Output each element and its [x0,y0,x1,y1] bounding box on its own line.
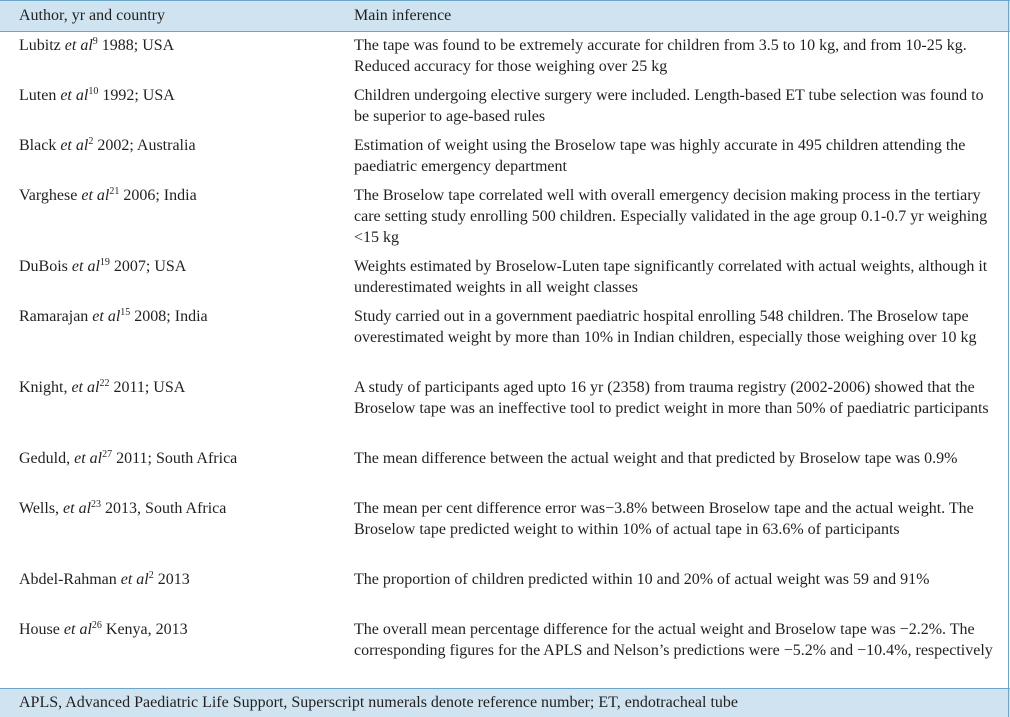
table-right-border [1008,0,1009,717]
et-al: et al [92,308,121,325]
author-cell [19,377,185,400]
et-al: et al [63,621,92,638]
table-row [0,132,1010,182]
table-row [0,32,1010,82]
footnote-text: APLS, Advanced Paediatric Life Support, Superscript numerals denote reference number; ET, endotracheal tube [19,694,739,711]
reference-number: 21 [109,186,120,197]
author-cell [19,85,175,108]
author-cell [19,135,196,158]
author-cell [19,185,197,208]
author-cell [19,306,208,329]
table-row [0,303,1010,374]
et-al: et al [63,500,92,517]
et-al: et al [74,450,103,467]
table-row [0,566,1010,616]
reference-number: 23 [91,499,102,510]
author-name: Knight, [19,379,68,396]
inference-cell: The overall mean percentage difference for the actual weight and Broselow tape was −2.2%. The corresponding figures for the APLS and Nelson’s predictions were −5.2% and −10.4%, respectively [354,621,993,659]
author-name: Wells, [19,500,60,517]
author-name: Lubitz [19,37,61,54]
year-country: 2008; India [130,308,208,325]
et-al: et al [81,187,110,204]
inference-cell: The mean per cent difference error was−3.8% between Broselow tape and the actual weight. The Broselow tape predicted weight to within 10% of actual tape in 63.6% of participants [354,500,974,538]
table-body [0,32,1010,688]
header-author-column: Author, yr and country [19,7,165,24]
inference-cell: A study of participants aged upto 16 yr (2358) from trauma registry (2002-2006) showed that the Broselow tape was an ineffective tool to predict weight in more than 50% of paediatric participants [354,379,989,417]
year-country: 2002; Australia [93,137,196,154]
table-footnote [0,688,1010,717]
table-row [0,253,1010,303]
year-country: 2013 [153,571,190,588]
inference-cell: The tape was found to be extremely accurate for children from 3.5 to 10 kg, and from 10-25 kg. Reduced accuracy for those weighing over 25 kg [354,37,967,75]
table-row [0,445,1010,495]
author-name: Luten [19,87,57,104]
year-country: 2011; USA [109,379,186,396]
year-country: 2011; South Africa [112,450,238,467]
author-name: Abdel-Rahman [19,571,117,588]
author-name: House [19,621,60,638]
reference-number: 10 [88,86,99,97]
et-al: et al [60,87,89,104]
author-cell [19,256,186,279]
et-al: et al [71,379,100,396]
author-name: Varghese [19,187,78,204]
reference-number: 15 [120,307,131,318]
table-row [0,82,1010,132]
table-header [0,0,1010,32]
year-country: 1988; USA [97,37,175,54]
year-country: 1992; USA [98,87,175,104]
author-cell [19,448,237,471]
author-cell [19,498,226,521]
reference-number: 27 [102,449,113,460]
table-row [0,495,1010,566]
table-row [0,182,1010,253]
table-row [0,616,1010,688]
reference-number: 22 [99,378,110,389]
author-name: Geduld, [19,450,71,467]
inference-cell: Weights estimated by Broselow-Luten tape significantly correlated with actual weights, although it underestimated weights in all weight classes [354,258,988,296]
inference-cell: Children undergoing elective surgery were included. Length-based ET tube selection was found to be superior to age-based rules [354,87,984,125]
year-country: Kenya, 2013 [101,621,188,638]
et-al: et al [64,37,93,54]
inference-cell: The Broselow tape correlated well with overall emergency decision making process in the tertiary care setting study enrolling 500 children. Especially validated in the age group 0.1-0.7 yr weighing <15 kg [354,187,988,246]
reference-number: 9 [92,36,98,47]
inference-cell: The proportion of children predicted within 10 and 20% of actual weight was 59 and 91% [354,571,930,588]
year-country: 2007; USA [109,258,187,275]
reference-number: 19 [99,257,110,268]
inference-cell: Estimation of weight using the Broselow tape was highly accurate in 495 children attending the paediatric emergency department [354,137,966,175]
year-country: 2006; India [119,187,197,204]
author-name: Black [19,137,57,154]
year-country: 2013, South Africa [101,500,227,517]
table-row [0,374,1010,445]
author-cell [19,619,188,642]
reference-number: 2 [148,570,154,581]
inference-cell: The mean difference between the actual weight and that predicted by Broselow tape was 0.9% [354,450,958,467]
header-inference-column: Main inference [354,7,452,24]
author-cell [19,569,190,592]
et-al: et al [120,571,149,588]
reference-number: 26 [91,620,102,631]
et-al: et al [60,137,89,154]
author-name: Ramarajan [19,308,89,325]
et-al: et al [71,258,100,275]
inference-cell: Study carried out in a government paediatric hospital enrolling 548 children. The Broselow tape overestimated weight by more than 10% in Indian children, especially those weighing over 10 kg [354,308,977,346]
author-name: DuBois [19,258,68,275]
reference-number: 2 [88,136,94,147]
author-cell [19,35,174,58]
